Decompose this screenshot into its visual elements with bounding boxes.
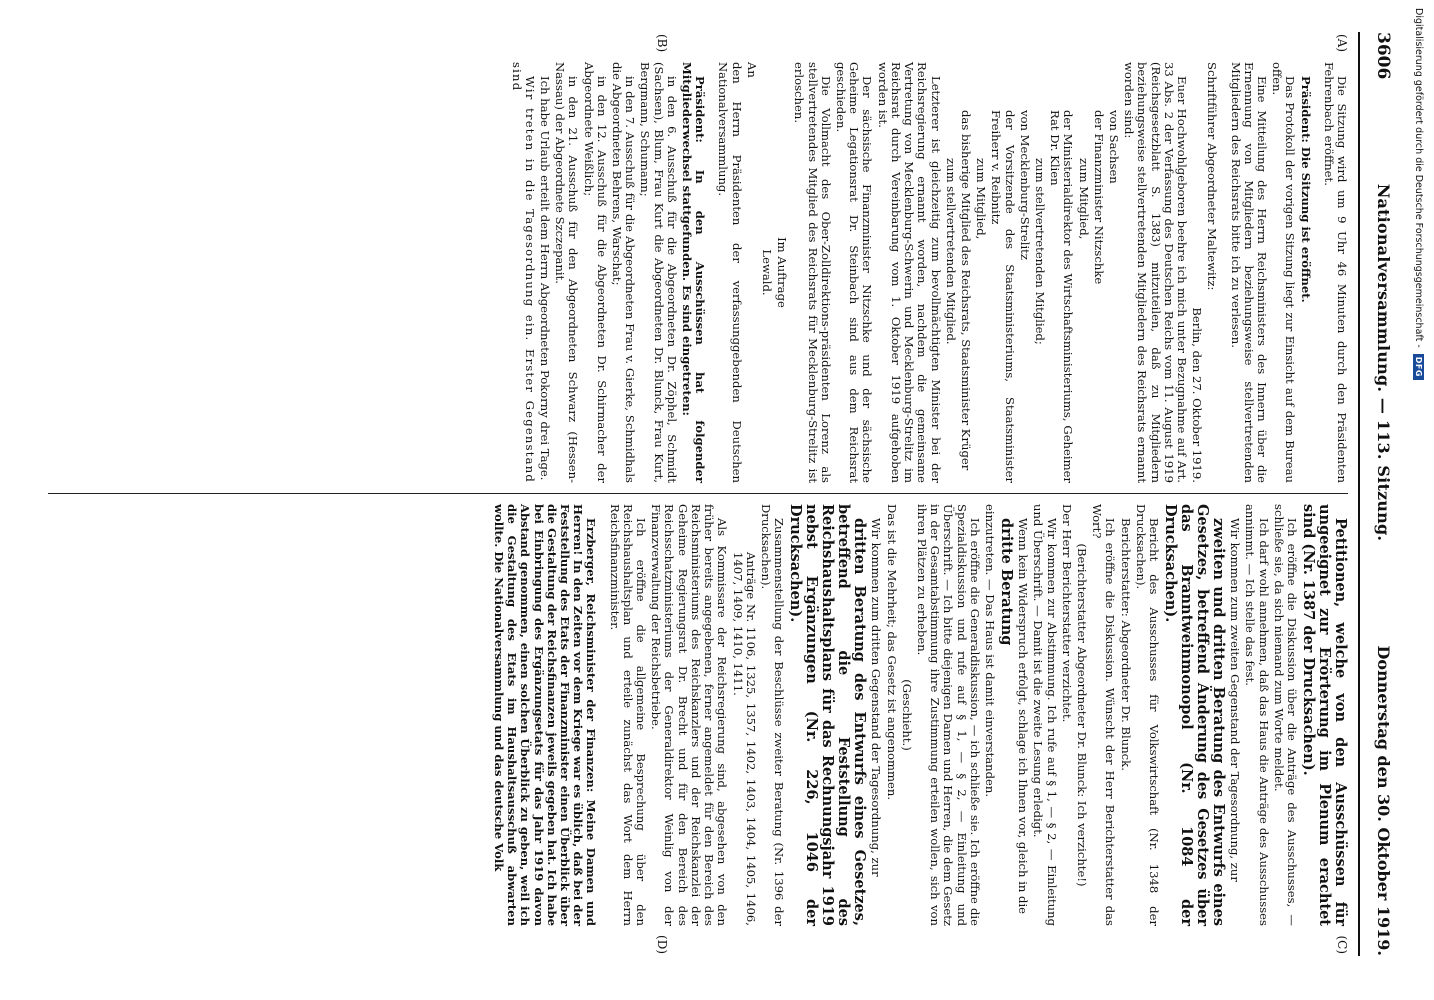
letter-member-2: der Ministerialdirektor des Wirtschaftsministeriums, Geheimer Rat Dr. Klien	[1048, 110, 1076, 483]
rapporteur-waives: (Berichterstatter Abgeordneter Dr. Blunck: Ich verzichte!)	[1074, 543, 1089, 887]
two-column-body	[48, 32, 1348, 956]
government-commissioners: Als Kommissare der Reichsregierung sind, abgesehen von den früher bereits angegebenen, ferner angemeldet für den Bereich des Reichsministeriums des Reichskanzlers und der Reichskanzlei der Geheime Regierungsrat Dr. Brecht und für den Bereich des Reichsschatzministeriums der Generaldirektor Weinlig von der Finanzverwaltung der Reichsbetriebe.	[649, 504, 730, 926]
letter-signature-name: Lewald.	[760, 249, 775, 296]
letter-member-4: das bisherige Mitglied des Reichsrats, Staatsminister Krüger	[958, 110, 973, 471]
margin-marker-b: (B)	[655, 34, 669, 53]
third-reading-vote: Ich eröffne die Generaldiskussion, — ich schließe sie. Ich eröffne die Spezialdiskussion und rufe auf § 1, — § 2, — Einleitung und Überschrift. — Ich bitte diejenigen Damen und Herren, die dem Gesetz in der Gesamtabstimmung ihre Zustimmung erteilen wollen, sich von ihren Plätzen zu erheben.	[914, 504, 982, 926]
petitions-adopted: Ich darf wohl annehmen, daß das Haus die Anträge des Ausschusses annimmt. — Ich stelle das fest.	[1243, 504, 1271, 926]
third-reading-heading: dritte Beratung	[997, 518, 1015, 646]
header-right-title: Donnerstag den 30. Oktober 1919.	[1374, 645, 1393, 956]
general-debate-open: Ich eröffne die allgemeine Besprechung über den Reichshaushaltsplan und erteile zunächst das Wort dem Herrn Reichsfinanzminister.	[607, 504, 649, 926]
letter-date: Berlin, den 27. Oktober 1919.	[1190, 307, 1205, 483]
committee-6: in den 6. Ausschuß für die Abgeordneten Dr. Zöphel, Schmidt (Sachsen), Blum, Frau Kurt die Abgeordneten Dr. Blunck, Frau Kurt, Bergmann, Schumann;	[638, 62, 679, 483]
digitization-caption-text: Digitalisierung gefördert durch die Deutsche Forschungsgemeinschaft -	[1413, 8, 1425, 348]
budget-motions: Anträge Nr. 1106, 1325, 1357, 1402, 1403, 1404, 1405, 1406, 1407, 1409, 1410, 1411.	[730, 552, 758, 926]
petitions-heading: Petitionen, welche von den Ausschüssen für ungeeignet zur Erörterung im Plenum erachtet sind (Nr. 1387 der Drucksachen).	[1300, 504, 1349, 926]
branntwein-heading: zweiten und dritten Beratung des Entwurfs eines Gesetzes, betreffend Änderung des Gesetzes über das Branntweinmonopol (Nr. 1084 der Drucksachen).	[1161, 504, 1227, 926]
vote-happens: (Geschieht.)	[899, 679, 914, 751]
letter-role-2: zum stellvertretenden Mitglied;	[1032, 158, 1047, 345]
rapporteur: Berichterstatter: Abgeordneter Dr. Blunck.	[1118, 518, 1133, 771]
president-committee-change: Präsident: In den Ausschüssen hat folgender Mitgliederwechsel stattgefunden. Es sind eingetreten:	[680, 62, 708, 483]
second-item-intro: Wir kommen zum zweiten Gegenstand der Tagesordnung, zur	[1228, 518, 1243, 882]
protocol-note: Das Protokoll der vorigen Sitzung liegt zur Einsicht auf dem Bureau offen.	[1270, 62, 1298, 483]
leave-granted: Ich habe Urlaub erteilt dem Herrn Abgeordneten Pokorny drei Tage.	[538, 76, 553, 481]
law-adopted: Das ist die Mehrheit; das Gesetz ist angenommen.	[884, 504, 899, 801]
document-page	[32, 4, 1412, 984]
letter-role-1: zum Mitglied,	[1076, 158, 1091, 240]
letter-addressee: den Herrn Präsidenten der verfassunggebenden Deutschen Nationalversammlung.	[716, 62, 744, 483]
committee-report: Bericht des Ausschusses für Volkswirtschaft (Nr. 1348 der Drucksachen).	[1133, 504, 1161, 926]
letter-paragraph-4: Die Vollmacht des Ober-Zolldirektions-präsidenten Lorenz als stellvertretendes Mitglied des Reichsrats für Mecklenburg-Strelitz ist erloschen.	[792, 62, 833, 483]
letter-paragraph-2: Letzterer ist gleichzeitig zum bevollmächtigten Minister bei der Reichsregierung ernannt worden, nachdem die gemeinsame Vertretung von Mecklenburg-Schwerin und Mecklenburg-Strelitz im Reichsrat durch Vereinbarung vom 1. Oktober 1919 aufgehoben worden ist.	[875, 62, 943, 483]
third-reading-agreed: einzutreten. — Das Haus ist damit einverstanden.	[982, 504, 997, 798]
letter-role-4: zum stellvertretenden Mitglied.	[943, 158, 958, 345]
margin-marker-a: (A)	[1335, 34, 1349, 53]
president-line: Präsident: Die Sitzung ist eröffnet.	[1298, 76, 1313, 303]
opening-statement: Die Sitzung wird um 9 Uhr 46 Minuten durch den Präsidenten Fehrenbach eröffnet.	[1321, 62, 1349, 483]
third-item-intro: Wir kommen zum dritten Gegenstand der Tagesordnung, zur	[869, 518, 884, 877]
letter-addressee-an: An	[744, 62, 759, 78]
page-header	[1358, 32, 1393, 956]
letter-state-sachsen: von Sachsen	[1106, 110, 1121, 184]
letter-member-1: der Finanzminister Nitzschke	[1091, 110, 1106, 285]
secretary-line: Schriftführer Abgeordneter Maltewitz:	[1205, 62, 1220, 291]
left-column	[48, 32, 1348, 494]
petitions-discussion: Ich eröffne die Diskussion über die Anträge des Ausschusses, — schließe sie, da sich niemand zum Worte meldet.	[1271, 504, 1299, 926]
agenda-start: Wir treten in die Tagesordnung ein. Erster Gegenstand sind	[509, 62, 537, 483]
committee-12: in den 12. Ausschuß für die Abgeordneten Dr. Schirmacher der Abgeordnete Weißlich;	[581, 62, 609, 483]
letter-body: Euer Hochwohlgeboren beehre ich mich unter Bezugnahme auf Art. 33 Abs. 2 der Verfassung des Deutschen Reichs vom 11. August 1919 (Reichsgesetzblatt S. 1383) mitzuteilen, daß zu Mitgliedern beziehungsweise stellvertretenden Mitgliedern des Reichsrats ernannt worden sind:	[1122, 62, 1189, 483]
letter-member-3: der Vorsitzende des Staatsministeriums, Staatsminister Freiherr v. Reibnitz	[989, 110, 1017, 483]
letter-signature-line: Im Auftrage	[775, 237, 790, 308]
discussion-open: Ich eröffne die Diskussion. Wünscht der Herr Berichterstatter das Wort?	[1090, 504, 1118, 926]
erzberger-speech: Erzberger, Reichsminister der Finanzen: Meine Damen und Herren! In den Zeiten vor dem Kriege war es üblich, daß bei der Feststellung des Etats der Finanzminister einen Überblick über die Gestaltung der Reichsfinanzen jeweils gegeben hat. Ich habe bei Einbringung des Ergänzungsetats für das Jahr 1919 davon Abstand genommen, einen solchen Überblick zu geben, weil ich die Gestaltung des Etats im Haushaltsausschuß abwarten wollte. Die Nationalversammlung und das deutsche Volk	[492, 504, 599, 926]
rapporteur-waived: Der Herr Berichterstatter verzichtet.	[1059, 504, 1074, 723]
committee-21: in den 21. Ausschuß für den Abgeordneten Schwarz (Hessen-Nassau) der Abgeordnete Szczepanit.	[553, 62, 581, 483]
committee-7: in den 7. Ausschuß für die Abgeordneten Frau v. Gierke, Schmidhals die Abgeordneten Behrens, Warschat;	[610, 62, 638, 483]
right-column	[48, 494, 1348, 956]
announcement-request: Eine Mitteilung des Herrn Reichsministers des Innern über die Ernennung von Mitgliedern beziehungsweise stellvertretenden Mitgliedern des Reichsrats bitte ich zu verlesen.	[1228, 62, 1269, 483]
dfg-logo: DFG	[1414, 354, 1425, 380]
letter-state-mecklenburg: von Mecklenburg-Strelitz	[1017, 110, 1032, 260]
margin-marker-c: (C)	[1335, 935, 1349, 954]
page-number: 3606	[1373, 32, 1393, 80]
header-left-title: Nationalversammlung. — 113. Sitzung.	[1374, 183, 1393, 542]
budget-heading: dritten Beratung des Entwurfs eines Gesetzes, betreffend die Feststellung des Reichshaushaltsplans für das Rechnungsjahr 1919 nebst Ergänzungen (Nr. 226, 1046 der Drucksachen).	[787, 504, 869, 926]
budget-resolutions: Zusammenstellung der Beschlüsse zweiter Beratung (Nr. 1396 der Drucksachen).	[758, 504, 787, 926]
digitization-caption	[1412, 8, 1426, 998]
letter-paragraph-3: Der sächsische Finanzminister Nitzschke und der sächsische Geheime Legationsrat Dr. Steinbach sind aus dem Reichsrat geschieden.	[834, 62, 875, 483]
third-reading-proposal: Wenn kein Widerspruch erfolgt, schlage ich Ihnen vor, gleich in die	[1016, 518, 1031, 915]
second-reading-vote: Wir kommen zur Abstimmung. Ich rufe auf § 1, — § 2, — Einleitung und Überschrift. — Damit ist die zweite Lesung erledigt.	[1031, 504, 1059, 926]
margin-marker-d: (D)	[655, 935, 669, 954]
letter-role-3: zum Mitglied,	[974, 158, 989, 240]
